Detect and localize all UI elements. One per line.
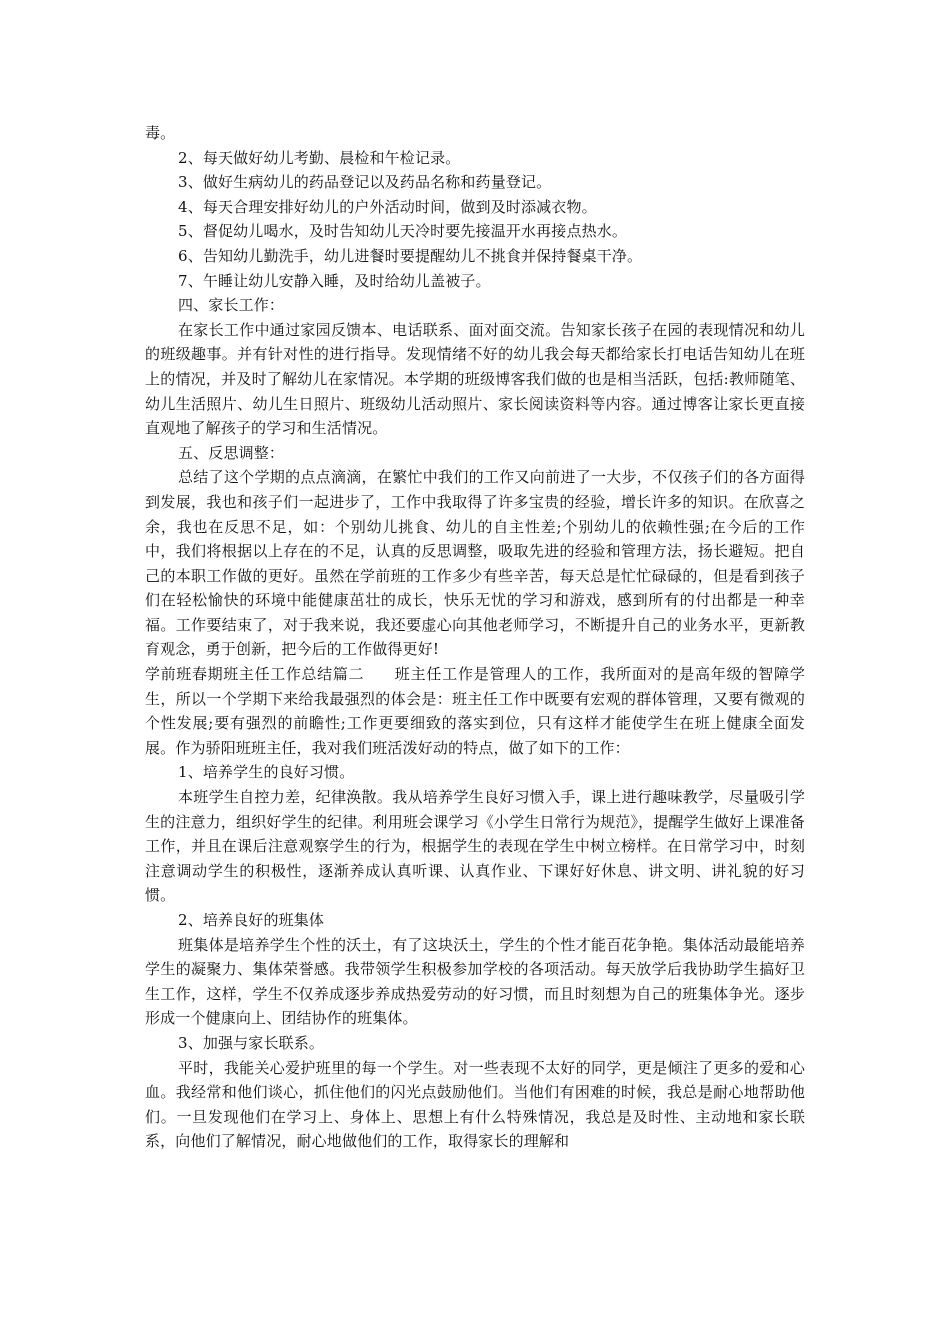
section-two-block [145,662,805,760]
section-heading: 1、培养学生的良好习惯。 [178,763,355,782]
paragraph: 毒。 [145,124,176,142]
section-two-title: 学前班春期班主任工作总结篇二 [145,665,365,684]
paragraph: 平时，我能关心爱护班里的每一个学生。对一些表现不太好的同学，更是倾注了更多的爱和心血。我经常和他们谈心，抓住他们的闪光点鼓励他们。当他们有困难的时候，我总是耐心地帮助他们。一旦发现他们在学习上、身体上、思想上有什么特殊情况，我总是及时性、主动地和家长联系，向他们了解情况，耐心地做他们的工作，取得家长的理解和 [145,1058,805,1151]
section-two-intro: 班主任工作是管理人的工作，我所面对的是高年级的智障学生，所以一个学期下来给我最强烈的体会是：班主任工作中既要有宏观的群体管理，又要有微观的个性发展;要有强烈的前瞻性;工作更要细致的落实到位，只有这样才能使学生在班上健康全面发展。作为骄阳班班主任，我对我们班活泼好动的特点，做了如下的工作： [145,665,805,757]
section-heading: 3、加强与家长联系。 [178,1033,325,1052]
list-item: 5、督促幼儿喝水，及时告知幼儿天冷时要先接温开水再接点热水。 [178,222,628,241]
list-item: 3、做好生病幼儿的药品登记以及药品名称和药量登记。 [178,173,552,192]
paragraph: 在家长工作中通过家园反馈本、电话联系、面对面交流。告知家长孩子在园的表现情况和幼儿的班级趣事。并有针对性的进行指导。发现情绪不好的幼儿我会每天都给家长打电话告知幼儿在班上的情况，并及时了解幼儿在家情况。本学期的班级博客我们做的也是相当活跃，包括:教师随笔、幼儿生活照片、幼儿生日照片、班级幼儿活动照片、家长阅读资料等内容。通过博客让家长更直接直观地了解孩子的学习和生活情况。 [145,320,805,438]
paragraph: 本班学生自控力差，纪律涣散。我从培养学生良好习惯入手，课上进行趣味教学，尽量吸引学生的注意力，组织好学生的纪律。利用班会课学习《小学生日常行为规范》，提醒学生做好上课准备工作，并且在课后注意观察学生的行为，根据学生的表现在学生中树立榜样。在日常学习中，时刻注意调动学生的积极性，逐渐养成认真听课、认真作业、下课好好休息、讲文明、讲礼貌的好习惯。 [145,788,805,905]
list-item: 4、每天合理安排好幼儿的户外活动时间，做到及时添减衣物。 [178,197,597,216]
paragraph: 班集体是培养学生个性的沃土，有了这块沃土，学生的个性才能百花争艳。集体活动最能培养学生的凝聚力、集体荣誉感。我带领学生积极参加学校的各项活动。每天放学后我协助学生搞好卫生工作，这样，学生不仅养成逐步养成热爱劳动的好习惯，而且时刻想为自己的班集体争光。逐步形成一个健康向上、团结协作的班集体。 [145,935,805,1028]
list-item: 6、告知幼儿勤洗手，幼儿进餐时要提醒幼儿不挑食并保持餐桌干净。 [178,246,643,265]
list-item: 2、每天做好幼儿考勤、晨检和午检记录。 [178,148,461,167]
section-heading: 四、家长工作： [178,296,285,315]
list-item: 7、午睡让幼儿安静入睡，及时给幼儿盖被子。 [178,271,491,290]
section-heading: 2、培养良好的班集体 [178,911,325,929]
paragraph: 总结了这个学期的点点滴滴，在繁忙中我们的工作又向前进了一大步，不仅孩子们的各方面得到发展，我也和孩子们一起进步了，工作中我取得了许多宝贵的经验，增长许多的知识。在欣喜之余，我也在反思不足，如：个别幼儿挑食、幼儿的自主性差;个别幼儿的依赖性强;在今后的工作中，我们将根据以上存在的不足，认真的反思调整，吸取先进的经验和管理方法，扬长避短。把自己的本职工作做的更好。虽然在学前班的工作多少有些辛苦，每天总是忙忙碌碌的，但是看到孩子们在轻松愉快的环境中能健康茁壮的成长，快乐无忧的学习和游戏，感到所有的付出都是一种幸福。工作要结束了，对于我来说，我还要虚心向其他老师学习，不断提升自己的业务水平，更新教育观念，勇于创新，把今后的工作做得更好! [145,468,805,659]
section-heading: 五、反思调整： [178,443,285,462]
